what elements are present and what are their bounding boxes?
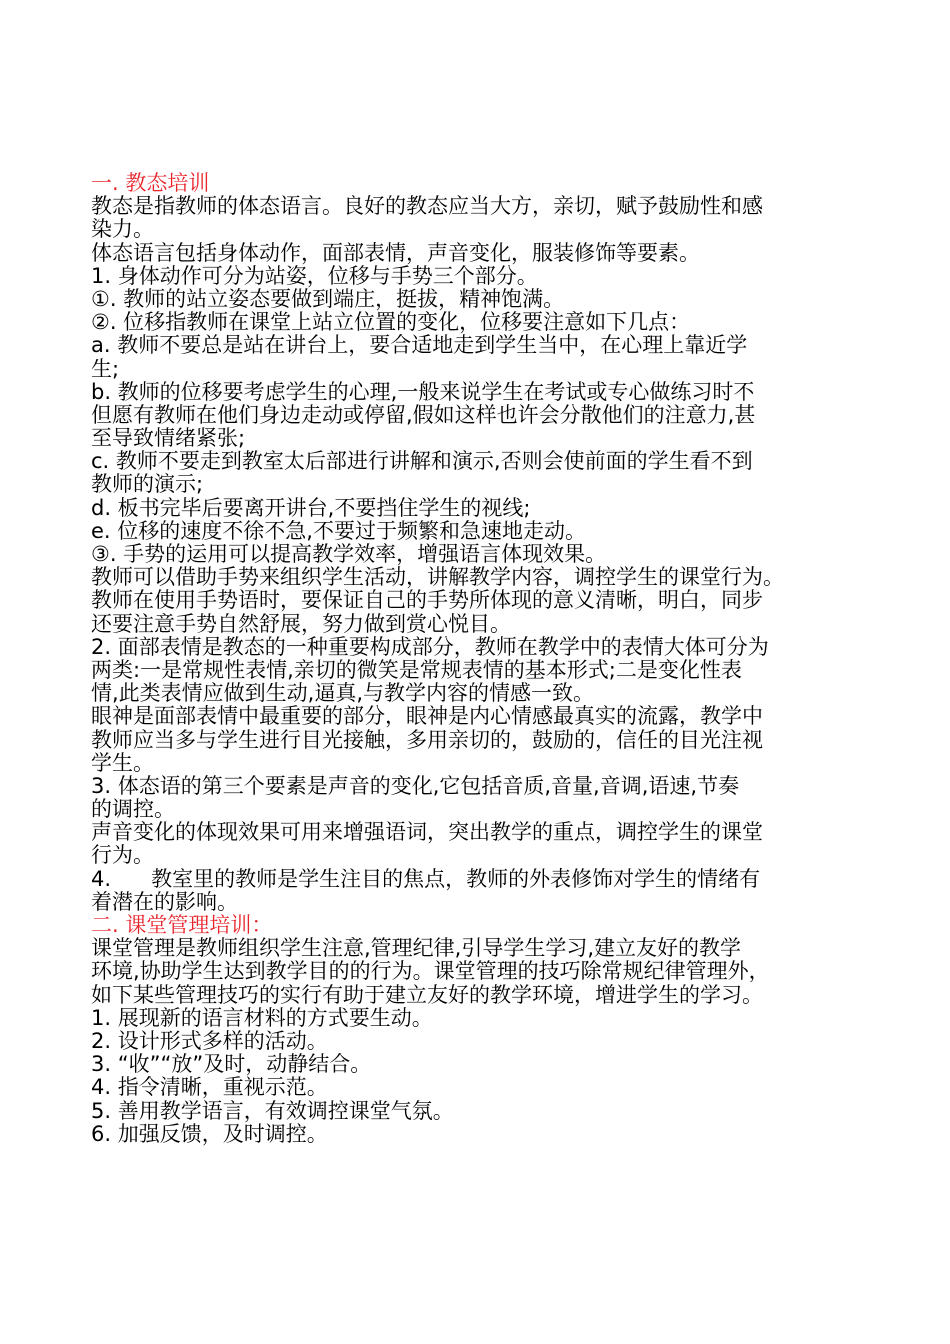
list-item-line: 2. 设计形式多样的活动。 <box>91 1028 328 1053</box>
paragraph-line: 学生。 <box>91 750 154 775</box>
paragraph-line: 行为。 <box>91 843 154 868</box>
list-item-line: 3. “收”“放”及时，动静结合。 <box>91 1052 372 1077</box>
paragraph-line: 教师应当多与学生进行目光接触，多用亲切的，鼓励的，信任的目光注视 <box>91 727 763 752</box>
paragraph-line: 如下某些管理技巧的实行有助于建立友好的教学环境，增进学生的学习。 <box>91 982 763 1007</box>
list-item-line: 2. 面部表情是教态的一种重要构成部分，教师在教学中的表情大体可分为 <box>91 634 769 659</box>
list-item-line: c. 教师不要走到教室太后部进行讲解和演示,否则会使前面的学生看不到 <box>91 449 753 474</box>
list-item-line: ②. 位移指教师在课堂上站立位置的变化，位移要注意如下几点： <box>91 310 691 335</box>
paragraph-line: 教态是指教师的体态语言。良好的教态应当大方，亲切，赋予鼓励性和感 <box>91 194 763 219</box>
list-item-line: ①. 教师的站立姿态要做到端庄，挺拔，精神饱满。 <box>91 286 565 311</box>
paragraph-line: 教师在使用手势语时，要保证自己的手势所体现的意义清晰，明白，同步 <box>91 588 763 613</box>
list-item-line: 教师的演示; <box>91 472 204 497</box>
list-item-line: 4. 指令清晰，重视示范。 <box>91 1075 328 1100</box>
paragraph-line: 环境,协助学生达到教学目的的行为。课堂管理的技巧除常规纪律管理外， <box>91 959 770 984</box>
list-item-line: a. 教师不要总是站在讲台上，要合适地走到学生当中，在心理上靠近学 <box>91 333 748 358</box>
list-item-line: 1. 展现新的语言材料的方式要生动。 <box>91 1005 433 1030</box>
paragraph-line: 声音变化的体现效果可用来增强语词，突出教学的重点，调控学生的课堂 <box>91 820 763 845</box>
list-item-line: 6. 加强反馈，及时调控。 <box>91 1121 328 1146</box>
section-heading-1: 一. 教态培训 <box>91 171 210 195</box>
list-item-line: 4. 教室里的教师是学生注目的焦点，教师的外表修饰对学生的情绪有 <box>91 866 761 891</box>
paragraph-line: 课堂管理是教师组织学生注意,管理纪律,引导学生学习,建立友好的教学 <box>91 936 742 961</box>
list-item-line: d. 板书完毕后要离开讲台,不要挡住学生的视线; <box>91 495 531 520</box>
document-page <box>91 172 871 1146</box>
paragraph-line: 眼神是面部表情中最重要的部分，眼神是内心情感最真实的流露，教学中 <box>91 704 763 729</box>
paragraph-line: 染力。 <box>91 217 154 242</box>
list-item-line: 生; <box>91 356 120 381</box>
list-item-line: 1. 身体动作可分为站姿，位移与手势三个部分。 <box>91 263 538 288</box>
list-item-line: ③. 手势的运用可以提高教学效率，增强语言体现效果。 <box>91 542 607 566</box>
section-heading-2: 二. 课堂管理培训： <box>91 913 273 937</box>
list-item-line: 5. 善用教学语言，有效调控课堂气氛。 <box>91 1098 454 1123</box>
list-item-line: 至导致情绪紧张; <box>91 426 246 451</box>
list-item-line: 但愿有教师在他们身边走动或停留,假如这样也许会分散他们的注意力,甚 <box>91 402 756 427</box>
list-item-line: 的调控。 <box>91 797 175 822</box>
paragraph-line: 体态语言包括身体动作，面部表情，声音变化，服装修饰等要素。 <box>91 240 700 265</box>
list-item-line: 着潜在的影响。 <box>91 889 238 914</box>
list-item-line: 两类:一是常规性表情,亲切的微笑是常规表情的基本形式;二是变化性表 <box>91 657 742 682</box>
paragraph-line: 还要注意手势自然舒展，努力做到赏心悦目。 <box>91 611 511 636</box>
list-item-line: b. 教师的位移要考虑学生的心理,一般来说学生在考试或专心做练习时不 <box>91 379 755 404</box>
paragraph-line: 教师可以借助手势来组织学生活动，讲解教学内容，调控学生的课堂行为。 <box>91 565 784 590</box>
list-item-line: 3. 体态语的第三个要素是声音的变化,它包括音质,音量,音调,语速,节奏 <box>91 773 740 798</box>
list-item-line: 情,此类表情应做到生动,逼真,与教学内容的情感一致。 <box>91 681 595 706</box>
list-item-line: e. 位移的速度不徐不急,不要过于频繁和急速地走动。 <box>91 518 586 543</box>
